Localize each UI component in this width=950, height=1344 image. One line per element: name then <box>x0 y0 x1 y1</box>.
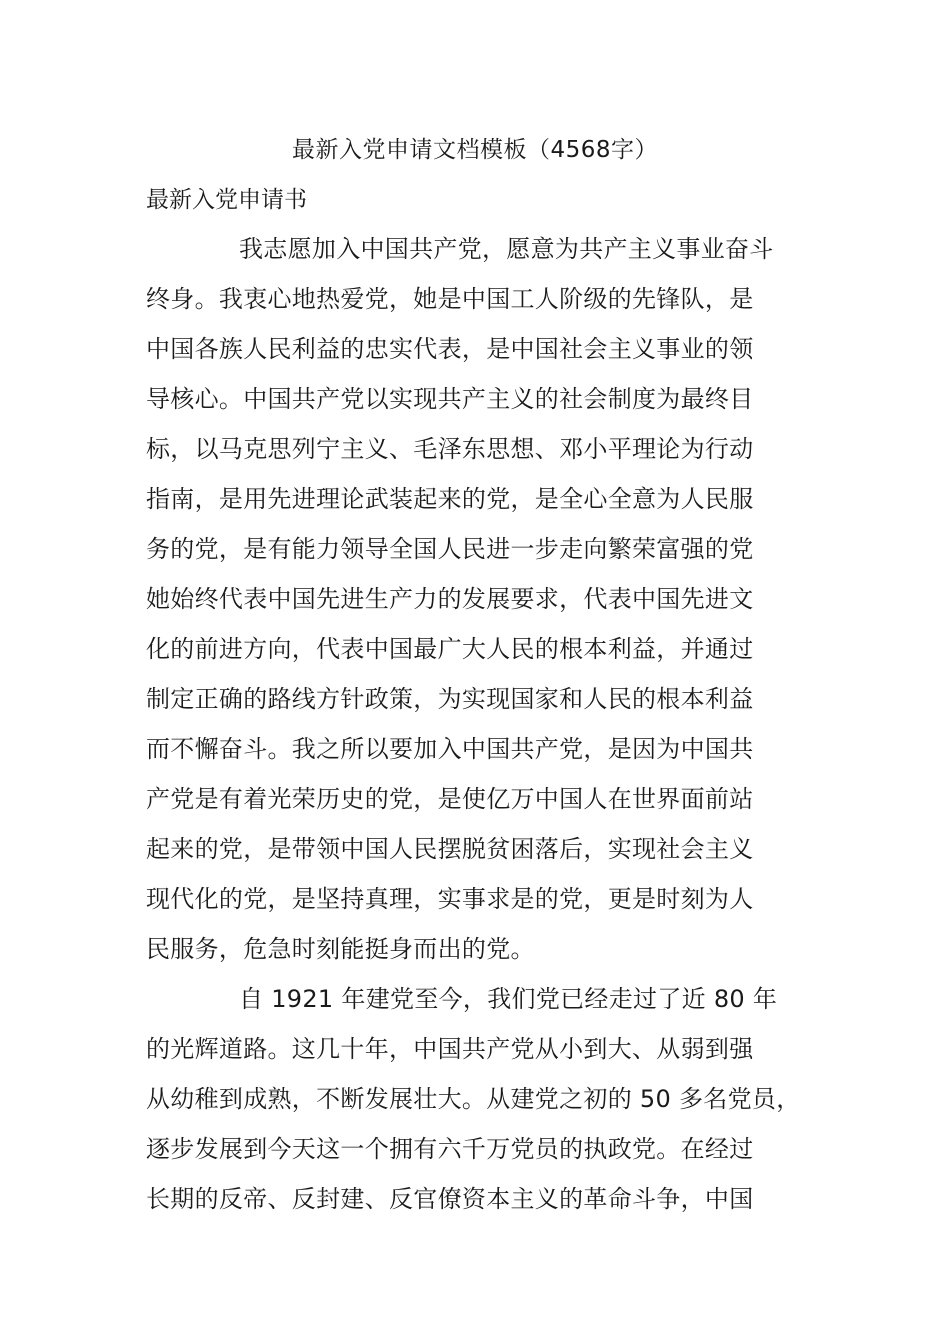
paragraph-line: 中国各族人民利益的忠实代表，是中国社会主义事业的领 <box>146 335 754 363</box>
paragraph-line: 而不懈奋斗。我之所以要加入中国共产党，是因为中国共 <box>146 735 754 763</box>
paragraph-line: 自 1921 年建党至今，我们党已经走过了近 80 年 <box>239 985 778 1013</box>
paragraph-line: 她始终代表中国先进生产力的发展要求，代表中国先进文 <box>146 585 754 613</box>
paragraph-line: 指南，是用先进理论武装起来的党，是全心全意为人民服 <box>146 485 754 513</box>
paragraph-line: 产党是有着光荣历史的党，是使亿万中国人在世界面前站 <box>146 785 754 813</box>
paragraph-line: 起来的党，是带领中国人民摆脱贫困落后，实现社会主义 <box>146 835 754 863</box>
document-title: 最新入党申请文档模板（4568字） <box>291 137 659 163</box>
paragraph-line: 的光辉道路。这几十年，中国共产党从小到大、从弱到强 <box>146 1035 754 1063</box>
paragraph-2 <box>146 974 816 1224</box>
paragraph-line: 长期的反帝、反封建、反官僚资本主义的革命斗争，中国 <box>146 1185 754 1213</box>
paragraph-line: 从幼稚到成熟，不断发展壮大。从建党之初的 50 多名党员， <box>146 1085 801 1113</box>
paragraph-1 <box>146 224 816 974</box>
paragraph-line: 我志愿加入中国共产党，愿意为共产主义事业奋斗 <box>239 235 774 263</box>
paragraph-line: 务的党，是有能力领导全国人民进一步走向繁荣富强的党 <box>146 535 754 563</box>
paragraph-line: 制定正确的路线方针政策，为实现国家和人民的根本利益 <box>146 685 754 713</box>
paragraph-line: 逐步发展到今天这一个拥有六千万党员的执政党。在经过 <box>146 1135 754 1163</box>
document-heading: 最新入党申请书 <box>146 187 307 213</box>
paragraph-line: 标，以马克思列宁主义、毛泽东思想、邓小平理论为行动 <box>146 435 754 463</box>
paragraph-line: 现代化的党，是坚持真理，实事求是的党，更是时刻为人 <box>146 885 754 913</box>
paragraph-line: 导核心。中国共产党以实现共产主义的社会制度为最终目 <box>146 385 754 413</box>
paragraph-line: 终身。我衷心地热爱党，她是中国工人阶级的先锋队，是 <box>146 285 754 313</box>
paragraph-line: 化的前进方向，代表中国最广大人民的根本利益，并通过 <box>146 635 754 663</box>
paragraph-line: 民服务，危急时刻能挺身而出的党。 <box>146 935 535 963</box>
